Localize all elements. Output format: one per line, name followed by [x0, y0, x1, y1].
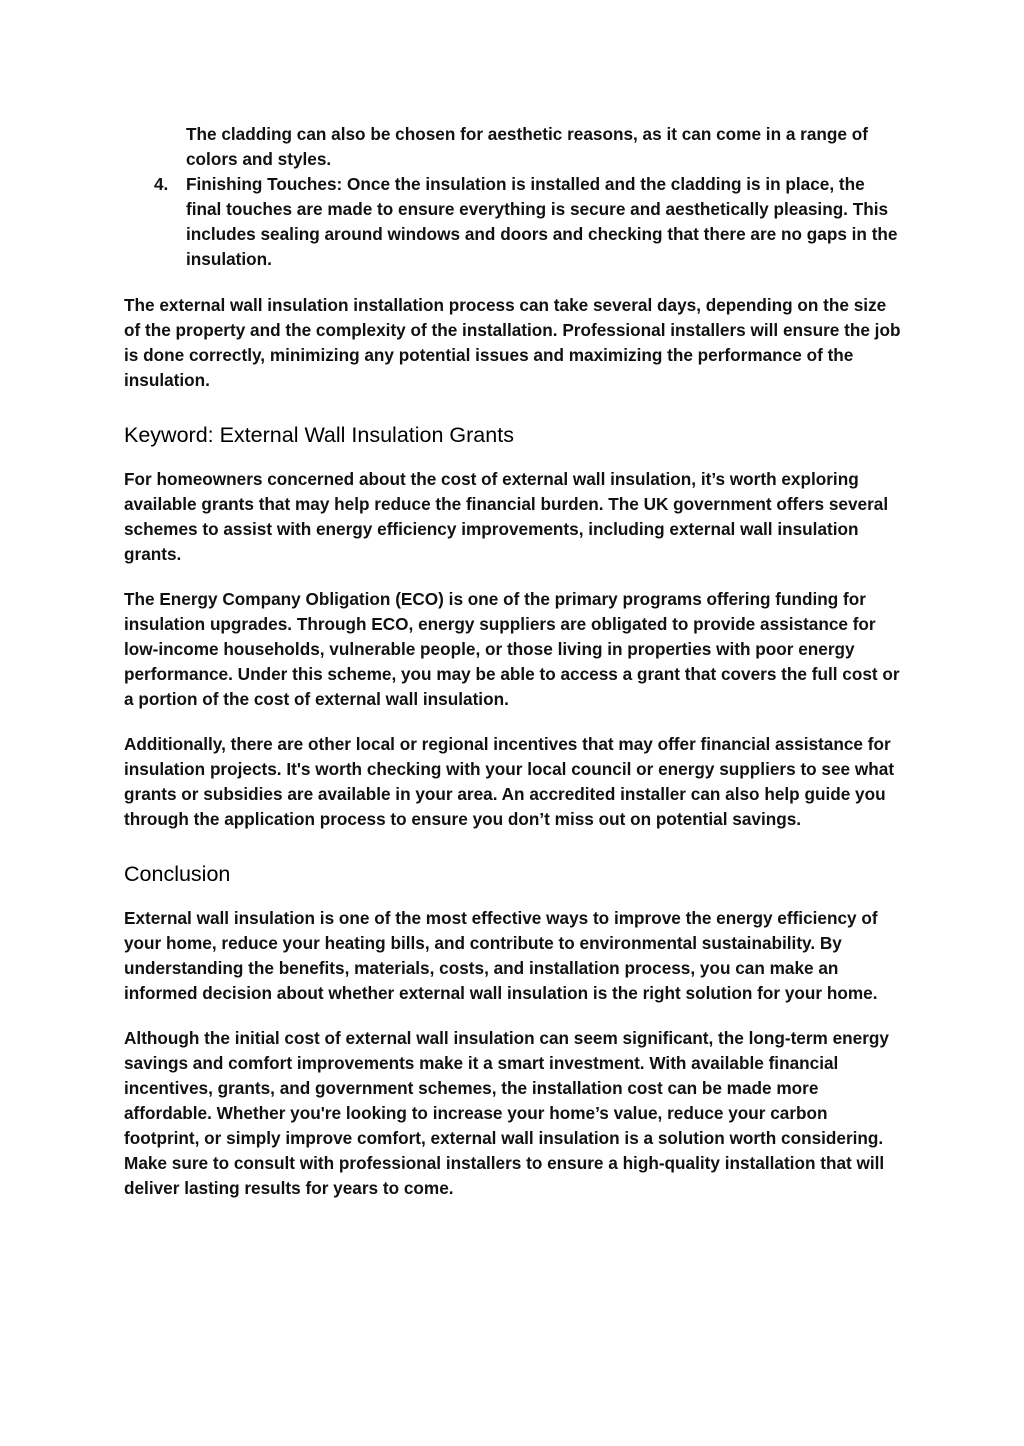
- paragraph-local-incentives: Additionally, there are other local or regional incentives that may offer financial assistance for insulation projects. It's worth checking with your local council or energy suppliers to see what grants or subsidies are available in your area. An accredited installer can also help guide you through the application process to ensure you don’t miss out on potential savings.: [124, 734, 895, 829]
- section-heading-grants: Keyword: External Wall Insulation Grants: [124, 423, 514, 447]
- list-number: 4.: [154, 174, 169, 194]
- list-item-text: Finishing Touches: Once the insulation is installed and the cladding is in place, the final touches are made to ensure everything is secure and aesthetically pleasing. This includes sealing around windows and doors and checking that there are no gaps in the insulation.: [186, 174, 898, 269]
- paragraph-conclusion-summary: External wall insulation is one of the most effective ways to improve the energy efficiency of your home, reduce your heating bills, and contribute to environmental sustainability. By understanding the benefits, materials, costs, and installation process, you can make an informed decision about whether external wall insulation is the right solution for your home.: [124, 908, 878, 1003]
- paragraph-conclusion-investment: Although the initial cost of external wall insulation can seem significant, the long-term energy savings and comfort improvements make it a smart investment. With available financial incentives, grants, and government schemes, the installation cost can be made more affordable. Whether you're looking to increase your home’s value, reduce your carbon footprint, or simply improve comfort, external wall insulation is a solution worth considering. Make sure to consult with professional installers to ensure a high-quality installation that will deliver lasting results for years to come.: [124, 1028, 889, 1198]
- list-item-finishing-touches: [124, 172, 904, 272]
- section-heading-conclusion: Conclusion: [124, 862, 231, 886]
- paragraph-grants-intro: For homeowners concerned about the cost of external wall insulation, it’s worth exploring available grants that may help reduce the financial burden. The UK government offers several schemes to assist with energy efficiency improvements, including external wall insulation grants.: [124, 469, 889, 564]
- list-item-continuation: The cladding can also be chosen for aesthetic reasons, as it can come in a range of colors and styles.: [186, 124, 868, 169]
- document-page: [124, 122, 904, 1201]
- paragraph-installation-time: The external wall insulation installation process can take several days, depending on the size of the property and the complexity of the installation. Professional installers will ensure the job is done correctly, minimizing any potential issues and maximizing the performance of the insulation.: [124, 295, 901, 390]
- paragraph-eco-scheme: The Energy Company Obligation (ECO) is one of the primary programs offering funding for insulation upgrades. Through ECO, energy suppliers are obligated to provide assistance for low-income households, vulnerable people, or those living in properties with poor energy performance. Under this scheme, you may be able to access a grant that covers the full cost or a portion of the cost of external wall insulation.: [124, 589, 900, 709]
